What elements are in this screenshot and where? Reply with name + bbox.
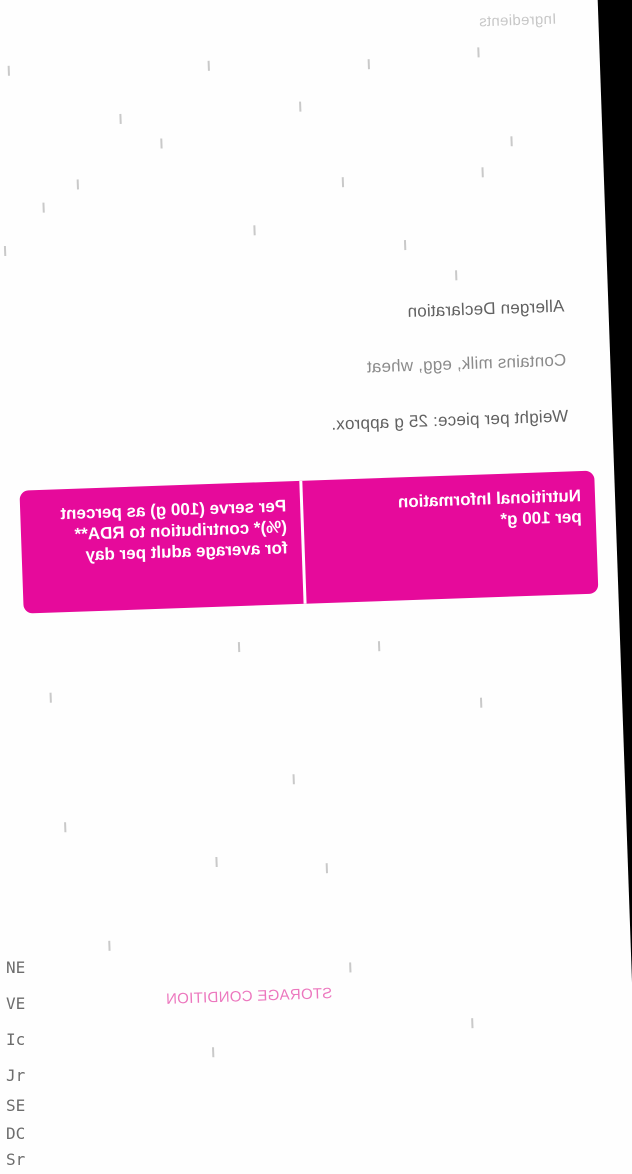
- edge-letters-3: Ic: [6, 1030, 26, 1049]
- nutrition-info-line-2: per 100 g*: [500, 507, 583, 529]
- per-serve-line-3: for average adult per day: [85, 538, 288, 565]
- per-serve-line-2: (%)* contribution to RDA**: [74, 517, 288, 544]
- edge-letters-7: Sr: [6, 1150, 26, 1169]
- ingredients-heading: Ingredients: [478, 10, 557, 31]
- edge-letters-1: NE: [6, 958, 26, 977]
- edge-letters-6: DC: [6, 1124, 26, 1143]
- nutrition-header-bar: [19, 471, 598, 614]
- storage-condition: STORAGE CONDITION: [165, 985, 333, 1008]
- allergen-note: Contains milk, egg, wheat: [366, 350, 567, 377]
- per-serve-line-1: Per serve (100 g) as percent: [60, 496, 287, 524]
- nutrition-info-cell: [302, 471, 598, 604]
- weight-note: Weight per piece: 25 g approx.: [330, 406, 569, 434]
- edge-letters-2: VE: [6, 994, 26, 1013]
- edge-letters-5: SE: [6, 1096, 26, 1115]
- nutrition-info-line-1: Nutritional Information: [397, 486, 582, 512]
- per-serve-cell: [19, 481, 303, 614]
- edge-letters-4: Jr: [6, 1066, 26, 1085]
- allergen-declaration: Allergen Declaration: [407, 296, 565, 322]
